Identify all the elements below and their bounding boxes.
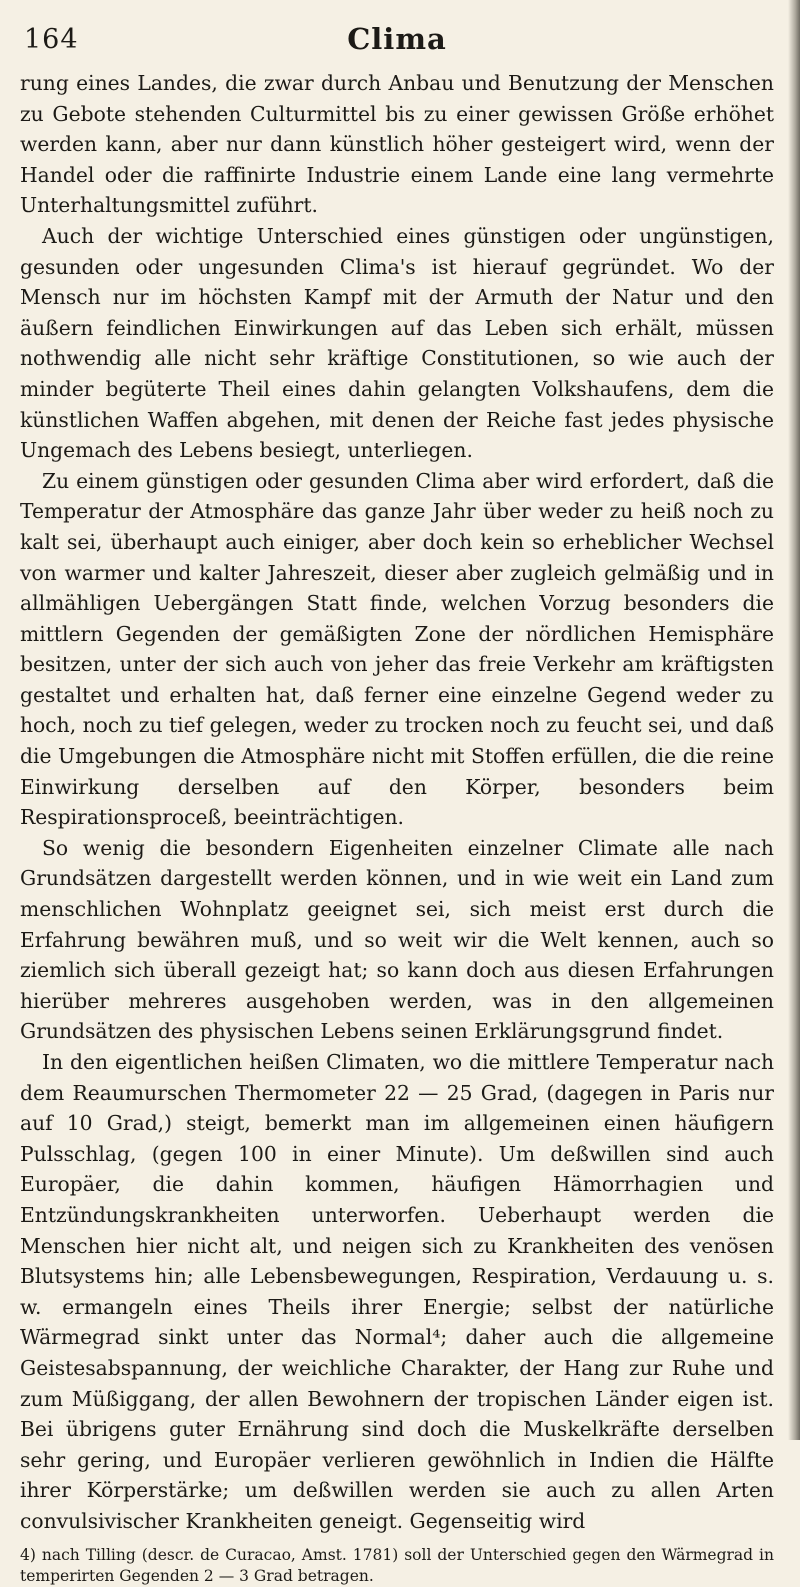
page-header [20, 22, 774, 62]
page-edge-shadow [788, 0, 800, 1440]
footnote: 4) nach Tilling (descr. de Curacao, Amst. 1781) soll der Unterschied gegen den Wärmegrad in temperirten Gegenden 2 — 3 Grad betragen. [20, 1545, 774, 1585]
running-head: Clima [347, 22, 447, 56]
paragraph-climate-principles: So wenig die besondern Eigenheiten einzelner Climate alle nach Grundsätzen dargestellt werden können, und in wie weit ein Land zum menschlichen Wohnplatz geeignet sei, sich meist erst durch die Erfahrung bewähren muß, und so weit wir die Welt kennen, auch so ziemlich sich überall gezeigt hat; so kann doch aus diesen Erfahrungen hierüber mehreres ausgehoben werden, was in den allgemeinen Grundsätzen des physischen Lebens seinen Erklärungsgrund findet. [20, 835, 774, 1044]
paragraph-healthy-climate: Zu einem günstigen oder gesunden Clima aber wird erfordert, daß die Temperatur der Atmosphäre das ganze Jahr über weder zu heiß noch zu kalt sei, überhaupt auch einiger, aber doch kein so erheblicher Wechsel von warmer und kalter Jahreszeit, dieser aber zugleich gelmäßig und in allmähligen Uebergängen Statt finde, welchen Vorzug besonders die mittlern Gegenden der gemäßigten Zone der nördlichen Hemisphäre besitzen, unter der sich auch von jeher das freie Verkehr am kräftigsten gestaltet und erhalten hat, daß ferner eine einzelne Gegend weder zu hoch, noch zu tief gelegen, weder zu trocken noch zu feucht sei, und daß die Umgebungen die Atmosphäre nicht mit Stoffen erfüllen, die die reine Einwirkung derselben auf den Körper, besonders beim Respirationsproceß, beeinträchtigen. [20, 468, 774, 830]
page-number: 164 [24, 24, 79, 55]
paragraph-hot-climates: In den eigentlichen heißen Climaten, wo die mittlere Temperatur nach dem Reaumurschen Thermometer 22 — 25 Grad, (dagegen in Paris nur auf 10 Grad,) steigt, bemerkt man im allgemeinen einen häufigern Pulsschlag, (gegen 100 in einer Minute). Um deßwillen sind auch Europäer, die dahin kommen, häufigen Hämorrhagien und Entzündungskrankheiten unterworfen. Ueberhaupt werden die Menschen hier nicht alt, und neigen sich zu Krankheiten des venösen Blutsystems hin; alle Lebensbewegungen, Respiration, Verdauung u. s. w. ermangeln eines Theils ihrer Energie; selbst der natürliche Wärmegrad sinkt unter das Normal⁴; daher auch die allgemeine Geistesabspannung, der weichliche Charakter, der Hang zur Ruhe und zum Müßiggang, der allen Bewohnern der tropischen Länder eigen ist. Bei übrigens guter Ernährung sind doch die Muskelkräfte derselben sehr gering, und Europäer verlieren gewöhnlich in Indien die Hälfte ihrer Körperstärke; um deßwillen werden sie auch zu allen Arten convulsivischer Krankheiten geneigt. Gegenseitig wird [20, 1050, 774, 1533]
paragraph-continuation: rung eines Landes, die zwar durch Anbau und Benutzung der Menschen zu Gebote stehenden Culturmittel bis zu einer gewissen Größe erhöhet werden kann, aber nur dann künstlich höher gesteigert wird, wenn der Handel oder die raffinirte Industrie einem Lande eine lang vermehrte Unterhaltungsmittel zuführt. [20, 71, 774, 218]
paragraph-climate-types: Auch der wichtige Unterschied eines günstigen oder ungünstigen, gesunden oder ungesunden Clima's ist hierauf gegründet. Wo der Mensch nur im höchsten Kampf mit der Armuth der Natur und den äußern feindlichen Einwirkungen auf das Leben sich erhält, müssen nothwendig alle nicht sehr kräftige Constitutionen, so wie auch der minder begüterte Theil eines dahin gelangten Volkshaufens, dem die künstlichen Waffen abgehen, mit denen der Reiche fast jedes physische Ungemach des Lebens besiegt, unterliegen. [20, 223, 774, 463]
body-text [20, 68, 774, 1537]
